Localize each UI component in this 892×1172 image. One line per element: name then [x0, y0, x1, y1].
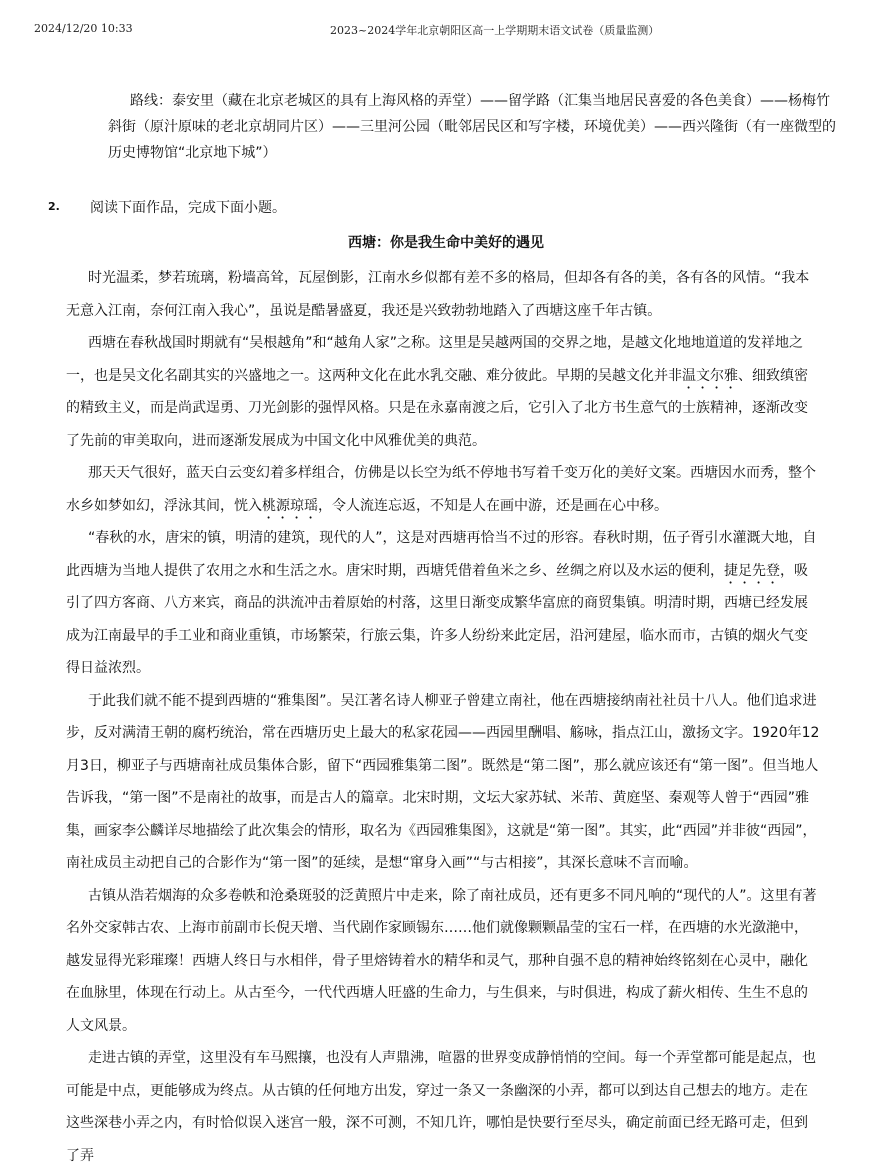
paragraph-2-text-a: 西塘在春秋战国时期就有“吴根越角”和“越角人家”之称。这里是吴越两国的交界之地，是越文化地地道道的发祥地之一，也是吴文化名副其实的兴盛地之一。这两种文化在此水乳交融、难分彼此。早期的吴越文化并非	[66, 335, 804, 384]
paragraph-4	[66, 522, 820, 685]
paragraph-3-text-b: ，令人流连忘返，不知是人在画中游，还是画在心中移。	[318, 497, 668, 514]
paragraph-7: 走进古镇的弄堂，这里没有车马熙攘，也没有人声鼎沸，喧嚣的世界变成静悄悄的空间。每一个弄堂都可能是起点，也可能是中点，更能够成为终点。从古镇的任何地方出发，穿过一条又一条幽深的小弄，都可以到达自己想去的地方。走在这些深巷小弄之内，有时恰似误入迷宫一般，深不可测，不知几许，哪怕是快要行至尽头，确定前面已经无路可走，但到了弄	[66, 1050, 816, 1164]
route-paragraph	[108, 88, 838, 166]
emphasized-term-3: 捷足先登	[724, 562, 780, 579]
emphasized-term-2: 桃源琼瑶	[262, 497, 318, 514]
route-text: 路线：泰安里（藏在北京老城区的具有上海风格的弄堂）——留学路（汇集当地居民喜爱的各色美食）——杨梅竹斜街（原汁原味的老北京胡同片区）——三里河公园（毗邻居民区和写字楼，环境优美）——西兴隆街（有一座微型的历史博物馆“北京地下城”）	[108, 93, 836, 161]
header-title: 2023~2024学年北京朝阳区高一上学期期末语文试卷（质量监测）	[330, 24, 660, 37]
article-title: 西塘：你是我生命中美好的遇见	[348, 235, 544, 251]
emphasized-term-1: 温文尔雅	[682, 367, 738, 384]
question-number: 2.	[48, 200, 60, 213]
paragraph-1: 时光温柔，梦若琉璃，粉墙高耸，瓦屋倒影，江南水乡似都有差不多的格局，但却各有各的美，各有各的风情。“我本无意入江南，奈何江南入我心”，虽说是酷暑盛夏，我还是兴致勃勃地踏入了西塘这座千年古镇。	[66, 270, 810, 319]
header-date: 2024/12/20 10:33	[34, 22, 133, 35]
paragraph-4-text-a: “春秋的水，唐宋的镇，明清的建筑，现代的人”，这是对西塘再恰当不过的形容。春秋时期，伍子胥引水灌溉大地，自此西塘为当地人提供了农用之水和生活之水。唐宋时期，西塘凭借着鱼米之乡、丝绸之府以及水运的便利，	[66, 530, 817, 579]
paragraph-5: 于此我们就不能不提到西塘的“雅集图”。吴江著名诗人柳亚子曾建立南社，他在西塘接纳南社社员十八人。他们追求进步，反对满清王朝的腐朽统治，常在西塘历史上最大的私家花园——西园里酬唱、觞咏，指点江山，激扬文字。1920年12月3日，柳亚子与西塘南社成员集体合影，留下“西园雅集第二图”。既然是“第二图”，那么就应该还有“第一图”。但当地人告诉我，“第一图”不是南社的故事，而是古人的篇章。北宋时期，文坛大家苏轼、米芾、黄庭坚、秦观等人曾于“西园”雅集，画家李公麟详尽地描绘了此次集会的情形，取名为《西园雅集图》，这就是“第一图”。其实，此“西园”并非彼“西园”，南社成员主动把自己的合影作为“第一图”的延续，是想“窜身入画”“与古相接”，其深长意味不言而喻。	[66, 692, 820, 871]
paragraph-3-text-a: 那天天气很好，蓝天白云变幻着多样组合，仿佛是以长空为纸不停地书写着千变万化的美好文案。西塘因水而秀，整个水乡如梦如幻，浮泳其间，恍入	[66, 465, 816, 514]
paragraph-6: 古镇从浩若烟海的众多卷帙和沧桑斑驳的泛黄照片中走来，除了南社成员，还有更多不同凡响的“现代的人”。这里有著名外交家韩古农、上海市前副市长倪天增、当代剧作家顾锡东……他们就像颗颗晶莹的宝石一样，在西塘的水光潋滟中，越发显得光彩璀璨！西塘人终日与水相伴，骨子里熔铸着水的精华和灵气，那种自强不息的精神始终铭刻在心灵中，融化在血脉里，体现在行动上。从古至今，一代代西塘人旺盛的生命力，与生俱来，与时俱进，构成了薪火相传、生生不息的人文风景。	[66, 887, 817, 1034]
paragraph-4-text-b: ，吸引了四方客商、八方来宾，商品的洪流冲击着原始的村落，这里日渐变成繁华富庶的商贸集镇。明清时期，西塘已经发展成为江南最早的手工业和商业重镇，市场繁荣，行旅云集，许多人纷纷来此定居，沿河建屋，临水而市，古镇的烟火气变得日益浓烈。	[66, 562, 808, 676]
question-prompt: 阅读下面作品，完成下面小题。	[90, 200, 286, 216]
paragraph-2	[66, 327, 820, 457]
paragraph-2-text-b: 、细致缜密的精致主义，而是尚武逞勇、刀光剑影的强悍风格。只是在永嘉南渡之后，它引入了北方书生意气的士族精神，逐渐改变了先前的审美取向，进而逐渐发展成为中国文化中风雅优美的典范。	[66, 367, 808, 449]
article-body	[66, 262, 820, 1172]
paragraph-3	[66, 457, 820, 522]
